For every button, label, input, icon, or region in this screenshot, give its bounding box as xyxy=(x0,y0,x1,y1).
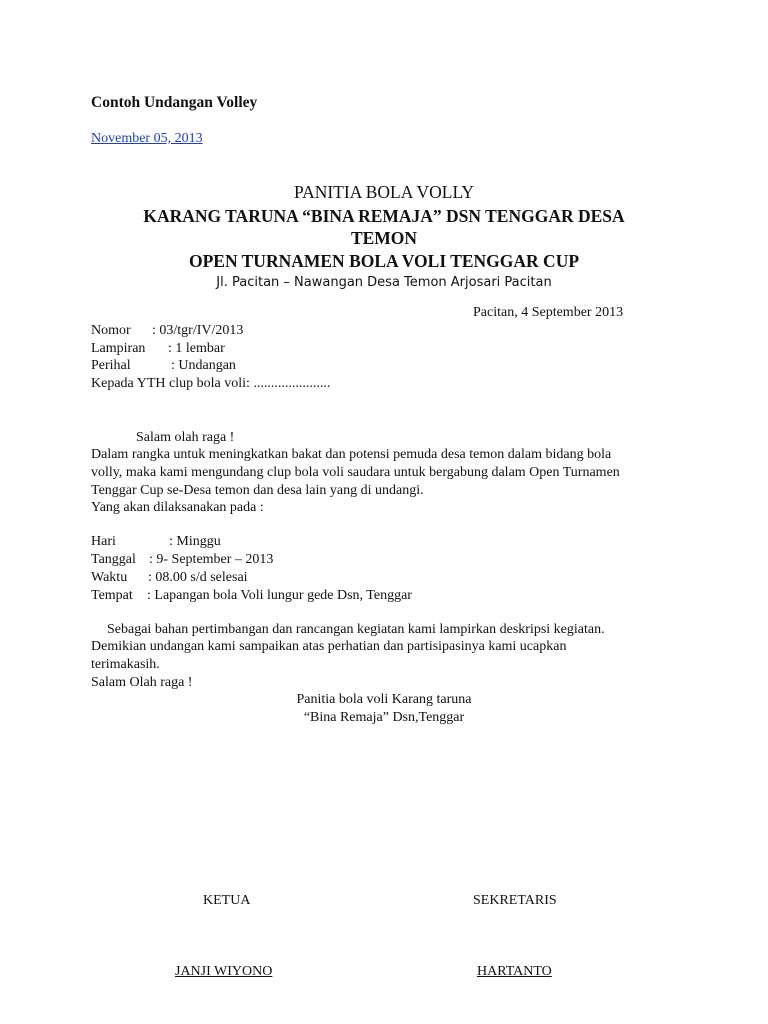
letterhead-line-2: KARANG TARUNA “BINA REMAJA” DSN TENGGAR DESA xyxy=(143,206,625,226)
sekretaris-role: SEKRETARIS xyxy=(473,893,557,908)
closing-greeting: Salam Olah raga ! xyxy=(91,675,193,690)
place-date: Pacitan, 4 September 2013 xyxy=(473,305,624,320)
nomor-row xyxy=(91,323,243,339)
letterhead-line-1: PANITIA BOLA VOLLY xyxy=(293,182,475,202)
letterhead-address: Jl. Pacitan – Nawangan Desa Temon Arjosari Pacitan xyxy=(216,275,552,290)
sekretaris-name: HARTANTO xyxy=(477,964,552,979)
perihal-row xyxy=(91,358,236,374)
letterhead-line-4: OPEN TURNAMEN BOLA VOLI TENGGAR CUP xyxy=(188,251,580,271)
post-date-link[interactable]: November 05, 2013 xyxy=(91,131,203,146)
tanggal-row xyxy=(91,551,273,569)
lampiran-value: : 1 lembar xyxy=(168,341,225,356)
hari-row xyxy=(91,533,221,551)
waktu-value: : 08.00 s/d selesai xyxy=(148,570,248,585)
organizer-line-1: Panitia bola voli Karang taruna xyxy=(296,692,472,707)
lampiran-label: Lampiran xyxy=(91,341,146,356)
para1-line-4: Yang akan dilaksanakan pada : xyxy=(91,500,264,515)
organizer-line-2: “Bina Remaja” Dsn,Tenggar xyxy=(303,710,465,725)
para2-line-2: Demikian undangan kami sampaikan atas perhatian dan partisipasinya kami ucapkan xyxy=(91,639,567,654)
waktu-row xyxy=(91,569,248,587)
para1-line-1: Dalam rangka untuk meningkatkan bakat dan potensi pemuda desa temon dalam bidang bola xyxy=(91,447,612,462)
para2-line-1: Sebagai bahan pertimbangan dan rancangan kegiatan kami lampirkan deskripsi kegiatan. xyxy=(107,622,605,637)
tanggal-value: : 9- September – 2013 xyxy=(149,552,274,567)
perihal-value: : Undangan xyxy=(171,358,236,373)
tempat-value: : Lapangan bola Voli lungur gede Dsn, Tenggar xyxy=(147,588,412,603)
nomor-value: : 03/tgr/IV/2013 xyxy=(152,323,244,338)
post-title: Contoh Undangan Volley xyxy=(91,94,258,111)
para1-line-3: Tenggar Cup se-Desa temon dan desa lain yang di undangi. xyxy=(91,483,424,498)
greeting: Salam olah raga ! xyxy=(136,430,235,445)
ketua-name: JANJI WIYONO xyxy=(175,964,273,979)
ketua-role: KETUA xyxy=(203,893,251,908)
waktu-label: Waktu xyxy=(91,570,128,585)
tempat-label: Tempat xyxy=(91,588,133,603)
tanggal-label: Tanggal xyxy=(91,552,136,567)
nomor-label: Nomor xyxy=(91,323,131,338)
para1-line-2: volly, maka kami mengundang clup bola voli saudara untuk bergabung dalam Open Turnamen xyxy=(91,465,620,480)
kepada-line: Kepada YTH clup bola voli: ...................... xyxy=(91,376,331,391)
tempat-row xyxy=(91,587,412,605)
perihal-label: Perihal xyxy=(91,358,131,373)
hari-label: Hari xyxy=(91,534,116,549)
lampiran-row xyxy=(91,341,225,357)
hari-value: : Minggu xyxy=(169,534,221,549)
letterhead-line-3: TEMON xyxy=(350,228,418,248)
para2-line-3: terimakasih. xyxy=(91,657,160,672)
